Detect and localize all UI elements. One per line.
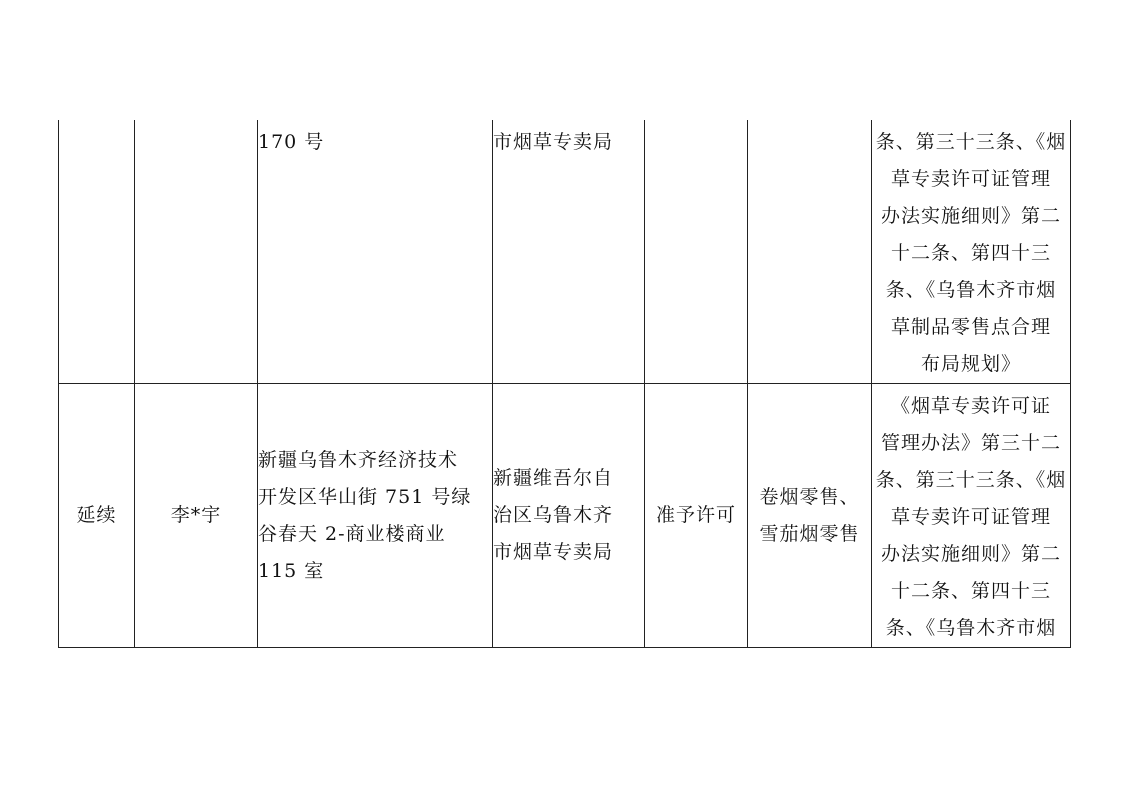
cell-scope: 卷烟零售、 雪茄烟零售	[748, 384, 872, 648]
license-table	[58, 120, 1071, 648]
cell-address: 170 号	[258, 120, 493, 384]
cell-legal-basis: 《烟草专卖许可证 管理办法》第三十二 条、第三十三条、《烟 草专卖许可证管理 办法实施细则》第二 十二条、第四十三 条、《乌鲁木齐市烟	[872, 384, 1071, 648]
cell-type: 延续	[59, 384, 135, 648]
table-row	[59, 120, 1071, 384]
cell-scope	[748, 120, 872, 384]
cell-name: 李*宇	[135, 384, 258, 648]
cell-authority: 市烟草专卖局	[493, 120, 645, 384]
cell-legal-basis: 条、第三十三条、《烟 草专卖许可证管理 办法实施细则》第二 十二条、第四十三 条、《乌鲁木齐市烟 草制品零售点合理 布局规划》	[872, 120, 1071, 384]
cell-address: 新疆乌鲁木齐经济技术 开发区华山街 751 号绿 谷春天 2-商业楼商业 115 室	[258, 384, 493, 648]
cell-name	[135, 120, 258, 384]
table-row	[59, 384, 1071, 648]
cell-decision: 准予许可	[645, 384, 748, 648]
cell-authority: 新疆维吾尔自 治区乌鲁木齐 市烟草专卖局	[493, 384, 645, 648]
cell-type	[59, 120, 135, 384]
cell-decision	[645, 120, 748, 384]
